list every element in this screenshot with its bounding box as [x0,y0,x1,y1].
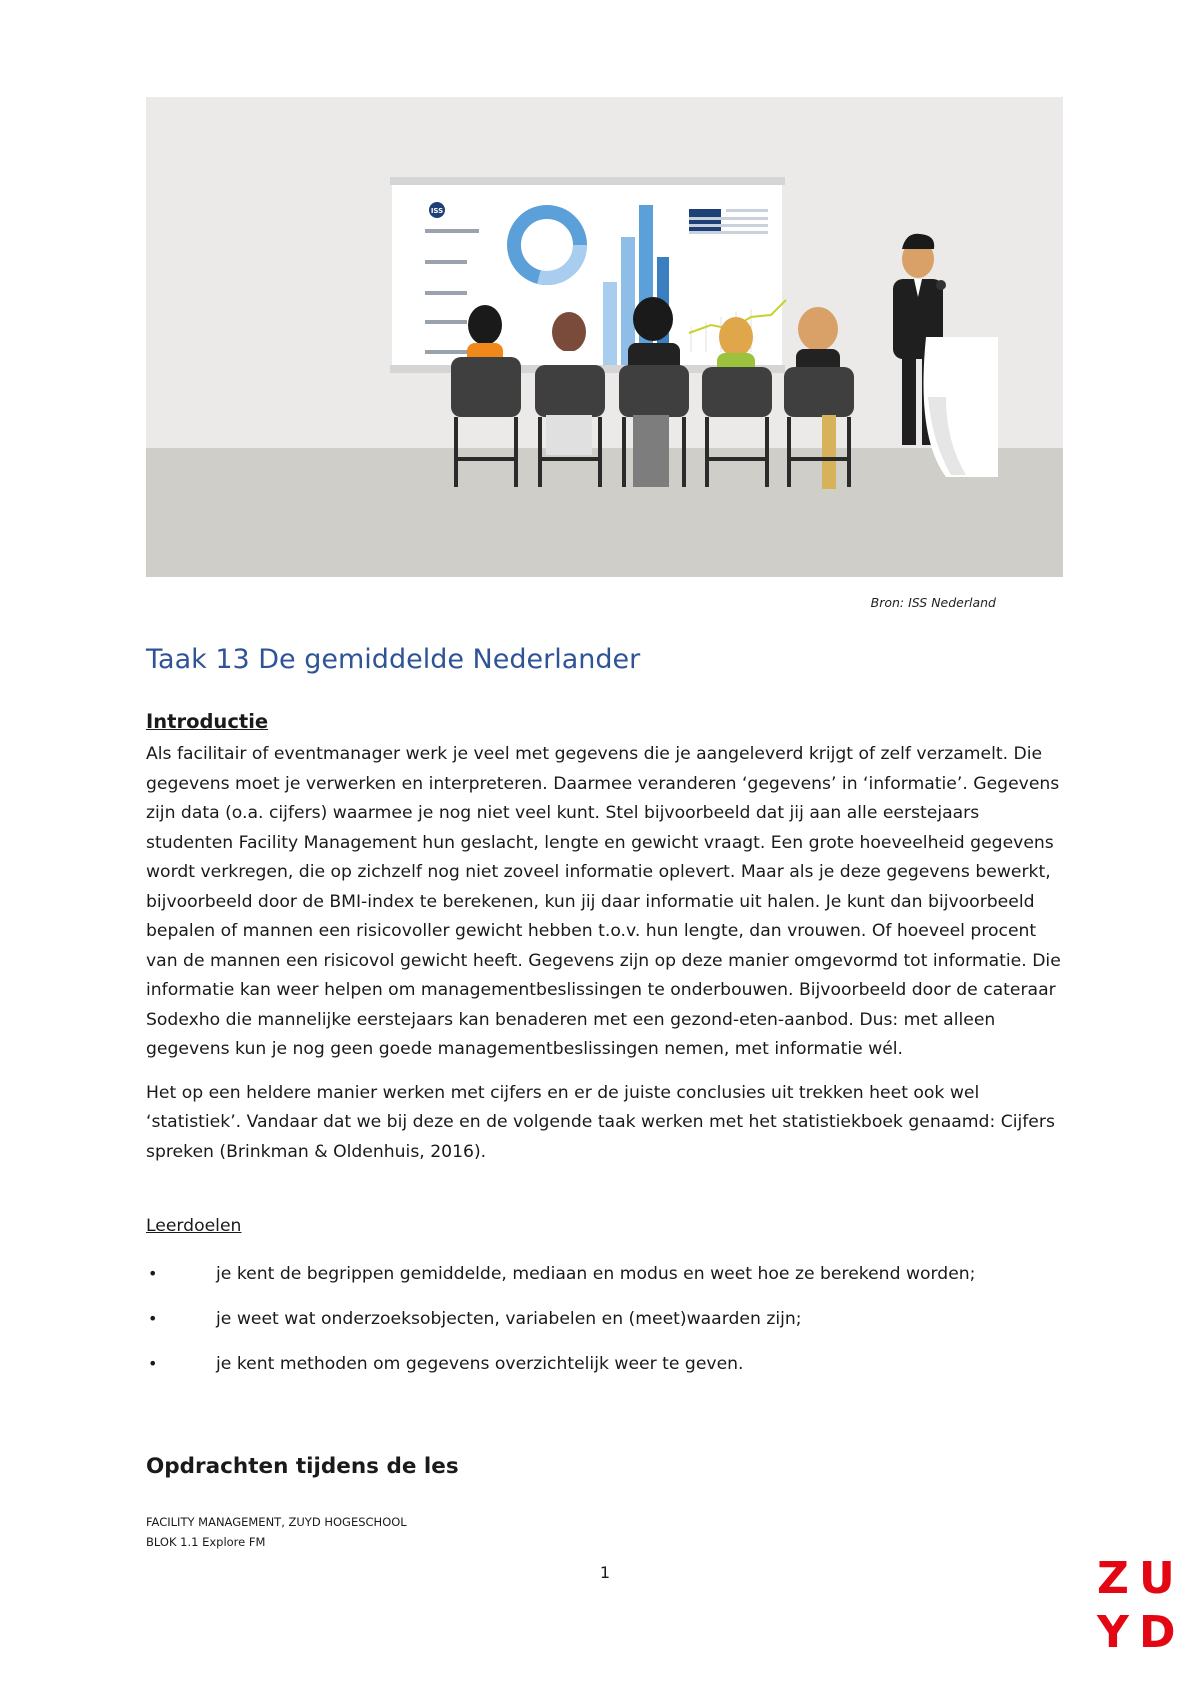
iss-logo-icon [429,202,445,218]
logo-letter: U [1139,1553,1175,1604]
objectives-heading: Leerdoelen [146,1216,242,1236]
presentation-illustration [146,97,1063,577]
objective-item [146,1307,1066,1352]
lectern [924,337,999,477]
objective-text: je kent de begrippen gemiddelde, mediaan en modus en weet hoe ze berekend worden; [216,1264,976,1284]
bullet-icon: • [148,1264,158,1283]
logo-letter: Y [1097,1607,1129,1658]
objective-text: je weet wat onderzoeksobjecten, variabelen en (meet)waarden zijn; [216,1309,802,1329]
footer-institution: FACILITY MANAGEMENT, ZUYD HOGESCHOOL [146,1515,407,1529]
logo-letter: D [1139,1607,1176,1658]
illustration-floor [146,448,1063,577]
page-number: 1 [599,1563,611,1582]
zuyd-logo [1097,1554,1177,1672]
intro-content [146,740,1066,1167]
footer-course: BLOK 1.1 Explore FM [146,1535,266,1549]
intro-paragraph: Het op een heldere manier werken met cijfers en er de juiste conclusies uit trekken heet ook wel ‘statistiek’. Vandaar dat we bij deze en de volgende taak werken met het statistiekboek genaamd: Cijfers spreken (Brinkman & Oldenhuis, 2016). [146,1082,1055,1162]
objectives-list [146,1262,1066,1397]
intro-heading: Introductie [146,710,269,733]
bullet-icon: • [148,1309,158,1328]
bullet-icon: • [148,1354,158,1373]
intro-paragraph: Als facilitair of eventmanager werk je veel met gegevens die je aangeleverd krijgt of zelf verzamelt. Die gegevens moet je verwerken en interpreteren. Daarmee veranderen ‘gegevens’ in ‘informatie’. Gegevens zijn data (o.a. cijfers) waarmee je nog niet veel kunt. Stel bijvoorbeeld dat jij aan alle eerstejaars studenten Facility Management hun geslacht, lengte en gewicht vraagt. Een grote hoeveelheid gegevens wordt verkregen, die op zichzelf nog niet zoveel informatie oplevert. Maar als je deze gegevens bewerkt, bijvoorbeeld door de BMI-index te berekenen, kun jij daar informatie uit halen. Je kunt dan bijvoorbeeld bepalen of mannen een risicovoller gewicht hebben t.o.v. hun lengte, dan vrouwen. Of hoeveel procent van de mannen een risicovol gewicht heeft. Gegevens zijn op deze manier omgevormd tot informatie. Die informatie kan weer helpen om managementbeslissingen te onderbouwen. Bijvoorbeeld door de cateraar Sodexho die mannelijke eerstejaars kan benaderen met een gezond-eten-aanbod. Dus: met alleen gegevens kun je nog geen goede managementbeslissingen nemen, met informatie wél. [146,744,1061,1059]
logo-letter: Z [1097,1553,1129,1604]
svg-text:ISS: ISS [430,207,444,215]
page-title: Taak 13 De gemiddelde Nederlander [146,644,641,675]
objective-item [146,1352,1066,1397]
figure-caption: Bron: ISS Nederland [870,595,996,610]
section-heading: Opdrachten tijdens de les [146,1454,459,1479]
objective-item [146,1262,1066,1307]
objective-text: je kent methoden om gegevens overzichtelijk weer te geven. [216,1354,744,1374]
